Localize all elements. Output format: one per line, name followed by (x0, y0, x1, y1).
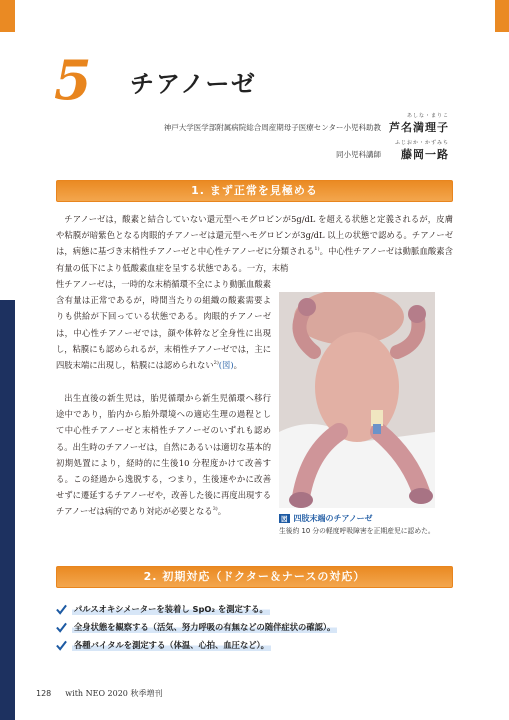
paragraph-1-full (56, 211, 453, 276)
check-icon (56, 604, 67, 615)
page-footer (36, 688, 162, 699)
checklist-item-text: パルスオキシメーターを装着し SpO₂ を測定する。 (74, 604, 268, 614)
author-ruby: ふじおか・かずみち (394, 140, 449, 146)
newborn-photo (279, 292, 435, 508)
author-name-wrap (387, 139, 449, 162)
author-block (89, 112, 449, 166)
check-icon (56, 640, 67, 651)
figure-label: 図 (281, 515, 288, 523)
checklist-item-text: 各種バイタルを測定する（体温、心拍、血圧など）。 (74, 640, 269, 650)
paragraph-text: 出生直後の新生児は，胎児循環から新生児循環へ移行途中であり，胎内から胎外環境への適応生理の過程として中心性チアノーゼと末梢性チアノーゼのいずれも認める。出生時のチアノーゼは，自然にあるいは適切な基本的初期処置により，経時的に生後10 分程度かけて改善する。この経過から逸脱する，つまり，生後速やかに改善せずに遷延するチアノーゼや，改善した後に再度出現するチアノーゼは病的であり対応が必要となる (56, 393, 271, 517)
figure-title-text: 四肢末端のチアノーゼ (293, 514, 373, 523)
section-1-title: 1. まず正常を見極める (191, 184, 318, 197)
paragraph-text: チアノーゼは，酸素と結合していない還元型ヘモグロビンが5g/dL を超える状態と定義されるが，皮膚や粘膜が暗紫色となる肉眼的チアノーゼは還元型ヘモグロビンが3g/dL 以上の状態で認める。チアノーゼは，病態に基づき末梢性チアノーゼと中心性チアノーゼに分類される (56, 214, 453, 257)
checklist-item (56, 618, 337, 636)
figure-title (279, 513, 439, 524)
section-1-header (56, 180, 453, 202)
page-number: 128 (36, 689, 52, 698)
publication-name: with NEO 2020 秋季増刊 (65, 689, 163, 698)
figure-caption-text: 生後約 10 分の軽度呼吸障害を正期産児に認めた。 (279, 527, 435, 535)
paragraph-text: 性チアノーゼは，一時的な末梢循環不全により動脈血酸素含有量は正常であるが，時間当たりの組織の酸素需要よりも供給が下回っている状態である。肉眼的チアノーゼは，中心性チアノーゼでは，顔や体幹など全身性に出現し，粘膜にも認められるが，末梢性チアノーゼでは，主に四肢末端に出現し，粘膜には認められない (56, 279, 271, 371)
chapter-title: チアノーゼ (130, 70, 257, 98)
checklist-item (56, 600, 337, 618)
check-icon (56, 622, 67, 633)
figure-link[interactable]: (図) (218, 360, 234, 371)
author-name: 芦名満理子 (389, 121, 449, 134)
author-name-wrap (387, 112, 449, 135)
paragraph-1-left (56, 276, 271, 373)
paragraph-text: 。中心性チアノーゼは動脈血酸素含有量の低下により低酸素血症を呈する状態である。一方，末梢 (56, 246, 453, 273)
reference-mark[interactable]: 1) (314, 246, 320, 253)
left-navy-band (0, 300, 15, 720)
checklist-item-text: 全身状態を観察する（活気、努力呼吸の有無などの随伴症状の確認）。 (74, 622, 336, 632)
author-affiliation: 同小児科講師 (336, 150, 381, 159)
author-row (89, 112, 449, 135)
paragraph-2 (56, 390, 271, 520)
paragraph-text: 。 (233, 360, 242, 371)
figure-caption (279, 513, 439, 536)
reference-mark[interactable]: 2) (213, 360, 219, 367)
author-affiliation: 神戸大学医学部附属病院総合周産期母子医療センター小児科助教 (163, 123, 381, 132)
reference-mark[interactable]: 3) (212, 506, 218, 513)
newborn-illustration (279, 292, 435, 508)
section-2-header (56, 566, 453, 588)
author-name: 藤岡一路 (401, 148, 449, 161)
paragraph-text: 。 (217, 506, 227, 517)
checklist-item (56, 636, 337, 654)
section-2-title: 2. 初期対応（ドクター＆ナースの対応） (143, 570, 366, 583)
top-bar-inner (15, 0, 495, 32)
author-row (89, 139, 449, 162)
author-ruby: あしな・まりこ (406, 113, 449, 119)
initial-response-checklist (56, 600, 337, 654)
chapter-number: 5 (54, 48, 92, 112)
